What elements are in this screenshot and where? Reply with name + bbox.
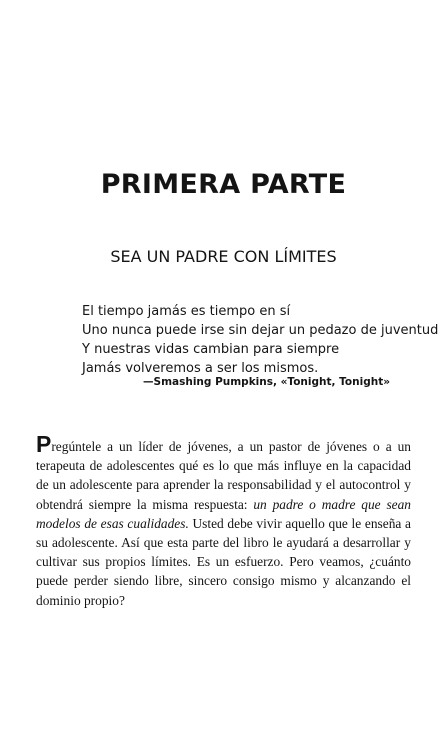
epigraph-attribution: —Smashing Pumpkins, «Tonight, Tonight»	[143, 376, 390, 388]
section-subtitle: SEA UN PADRE CON LÍMITES	[110, 247, 337, 266]
epigraph-line: Jamás volveremos a ser los mismos.	[82, 361, 319, 376]
epigraph	[82, 302, 439, 378]
drop-cap: P	[36, 431, 52, 457]
body-paragraph	[36, 431, 411, 610]
part-title: PRIMERA PARTE	[100, 169, 347, 200]
body-text-part-1: regúntele a un líder de jóvenes, a un pastor de jóvenes o a un terapeuta de adolescentes qué es lo que más influye en la capacidad de un adolescente para aprender la responsabilidad y el autocontrol y obtendrá siempre la misma respuesta:	[36, 439, 411, 512]
epigraph-line: El tiempo jamás es tiempo en sí	[82, 304, 291, 319]
epigraph-line: Uno nunca puede irse sin dejar un pedazo de juventud	[82, 323, 439, 338]
body-text-part-2: Usted debe vivir aquello que le enseña a su adolescente. Así que esta parte del libro le ayudará a desarrollar y cultivar sus propios límites. Es un esfuerzo. Pero veamos, ¿cuánto puede perder siendo libre, sincero consigo mismo y alcanzando el dominio propio?	[36, 515, 411, 608]
body-emphasis: un padre o madre que sean modelos de esas cualidades.	[36, 496, 411, 531]
epigraph-line: Y nuestras vidas cambian para siempre	[82, 342, 340, 357]
